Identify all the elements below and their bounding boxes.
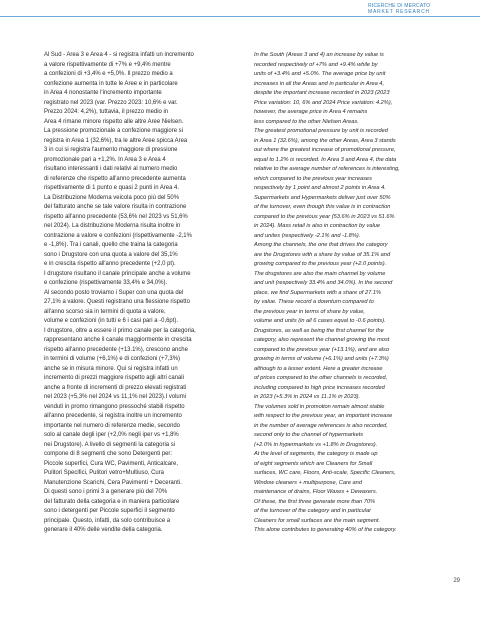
english-column xyxy=(254,51,449,536)
section-title-english: MARKET RESEARCH xyxy=(368,9,430,15)
text-columns xyxy=(44,51,454,536)
section-title-italian: RICERCHE DI MERCATO xyxy=(368,3,431,9)
section-header xyxy=(368,3,466,15)
page-number: 29 xyxy=(453,578,460,584)
italian-column xyxy=(44,51,239,536)
italian-body-text: Al Sud - Area 3 e Area 4 - si registra infatti un incremento a valore rispettivamente di +7% e +9,4% mentre a confezioni di +3,4% e +5,0%. Il prezzo medio a confezione aumenta in tutte le Aree e in particolare in Area 4 nonostante l'incremento importante registrato nel 2023 (var. Prezzo 2023: 10,6% e var. Prezzo 2024: 4,2%), tuttavia, il prezzo medio in Area 4 rimane minore rispetto alle altre Aree Nielsen. La pressione promozionale a confezione maggiore si registra in Area 1 (32,6%), tra le altre Aree spicca Area 3 in cui si registra l'aumento maggiore di pressione promozionale pari a +1,2%. In Area 3 e Area 4 risultano interessanti i dati relativi al numero medio di referenze che rispetto all'anno precedente aumenta rispettivamente di 1 punto e quasi 2 punti in Area 4. La Distribuzione Moderna veicola poco più del 50% del fatturato anche se tale valore risulta in contrazione rispetto all'anno precedente (53,6% nel 2023 vs 51,6% nel 2024). La distribuzione Moderna risulta inoltre in contrazione a valore e confezioni (rispettivamente -2,1% e -1,8%). Tra i canali, quello che traina la categoria sono i Drugstore con una quota a valore del 35,1% e in crescita rispetto all'anno precedente (+2,0 pt). I drugstore risultano il canale principale anche a volume e confezione (rispettivamente 33,4% e 34,0%). Al secondo posto troviamo i Super con una quota del 27,1% a valore. Questi registrano una flessione rispetto all'anno scorso sia in termini di quota a valore, volume e confezioni (in tutti e 6 i casi pari a -0,6pt). I drugstore, oltre a essere il primo canale per la categoria, rappresentano anche il canale maggiormente in crescita rispetto all'anno precedente (+13.1%), crescono anche in termini di volume (+6,1%) e di confezioni (+7,3%) anche se in misura minore. Qui si registra infatti un incremento di prezzi maggiore rispetto agli altri canali anche a fronte di incrementi di prezzo elevati registrati nel 2023 (+5,3% nel 2024 vs 11,1% nel 2023).I volumi venduti in promo rimangono pressoché stabili rispetto all'anno precedente, si registra inoltre un incremento importante nel numero di referenze medie, secondo solo al canale degli iper (+2,0% negli iper vs +1,8% nei Drugstore). A livello di segmenti la categoria si compone di 8 segmenti che sono Detergenti per: Piccole superfici, Cura WC, Pavimenti, Anticalcare, Pulitori Specifici, Pulitori vetro+Multiuso, Cura Manutenzione Scarichi, Cera Pavimenti + Deceranti. Di questi sono i primi 3 a generare più del 70% del fatturato della categoria e in maniera particolare sono i detergenti per Piccole superfici il segmento principale. Questo, infatti, da solo contribuisce a generare il 40% delle vendite della categoria. xyxy=(44,52,196,533)
english-body-text: In the South (Areas 3 and 4) an increase by value is recorded respectively of +7% and +9.4% while by units of +3.4% and +5.0%. The average price by unit increases in all the Areas and in particular in Area 4, despite the important increase recorded in 2023 (2023 Price variation: 10, 6% and 2024 Price variation: 4.2%), however, the average price in Area 4 remains less compared to the other Nielsen Areas. The greatest promotional pressure by unit is recorded in Area 1 (32.6%), among the other Areas, Area 3 stands out where the greatest increase of promotional pressure, equal to 1.2% is recorded. In Area 3 and Area 4, the data relative to the average number of references is interesting, which compared to the previous year increases respectively by 1 point and almost 2 points in Area 4. Supermarkets and Hypermarkets deliver just over 50% of the turnover, even though this value is in contraction compared to the previous year (53.6% in 2023 vs 51.6% in 2024). Mass retail is also in contraction by value and unites (respectively -2.1% and -1.8%). Among the channels, the one that drives the category are the Drugstores with a share by value of 35.1% and growing compared to the previous year (+2.0 points). The drugstores are also the main channel by volume and unit (respectively 33.4% and 34.0%). In the second place, we find Supermarkets with a share of 27.1% by value. These record a downturn compared to the previous year in terms of share by value, volume and units (in all 6 cases equal to -0.6 points). Drugstores, as well as being the first channel for the category, also represent the channel growing the most compared to the previous year (+13.1%), and are also growing in terms of volume (+6.1%) and units (+7.3%) although to a lesser extent. Here a greater increase of prices compared to the other channels is recorded, including compared to high price increases recorded in 2023 (+5.3% in 2024 vs 11.1% in 2023). The volumes sold in promotion remain almost stable with respect to the previous year, an important increase in the number of average references is also recorded, second only to the channel of hypermarkets (+2.0% in hypermarkets vs +1.8% in Drugstores). At the level of segments, the category is made up of eight segments which are Cleaners for Small surfaces, WC care, Floors, Anti-scale, Specific Cleaners, Window cleaners + multipurpose, Care and maintenance of drains, Floor Waxes + Dewaxers. Of these, the first three generate more than 70% of the turnover of the category and in particular Cleaners for small surfaces are the main segment. This alone contributes to generating 40% of the category. xyxy=(254,52,400,533)
